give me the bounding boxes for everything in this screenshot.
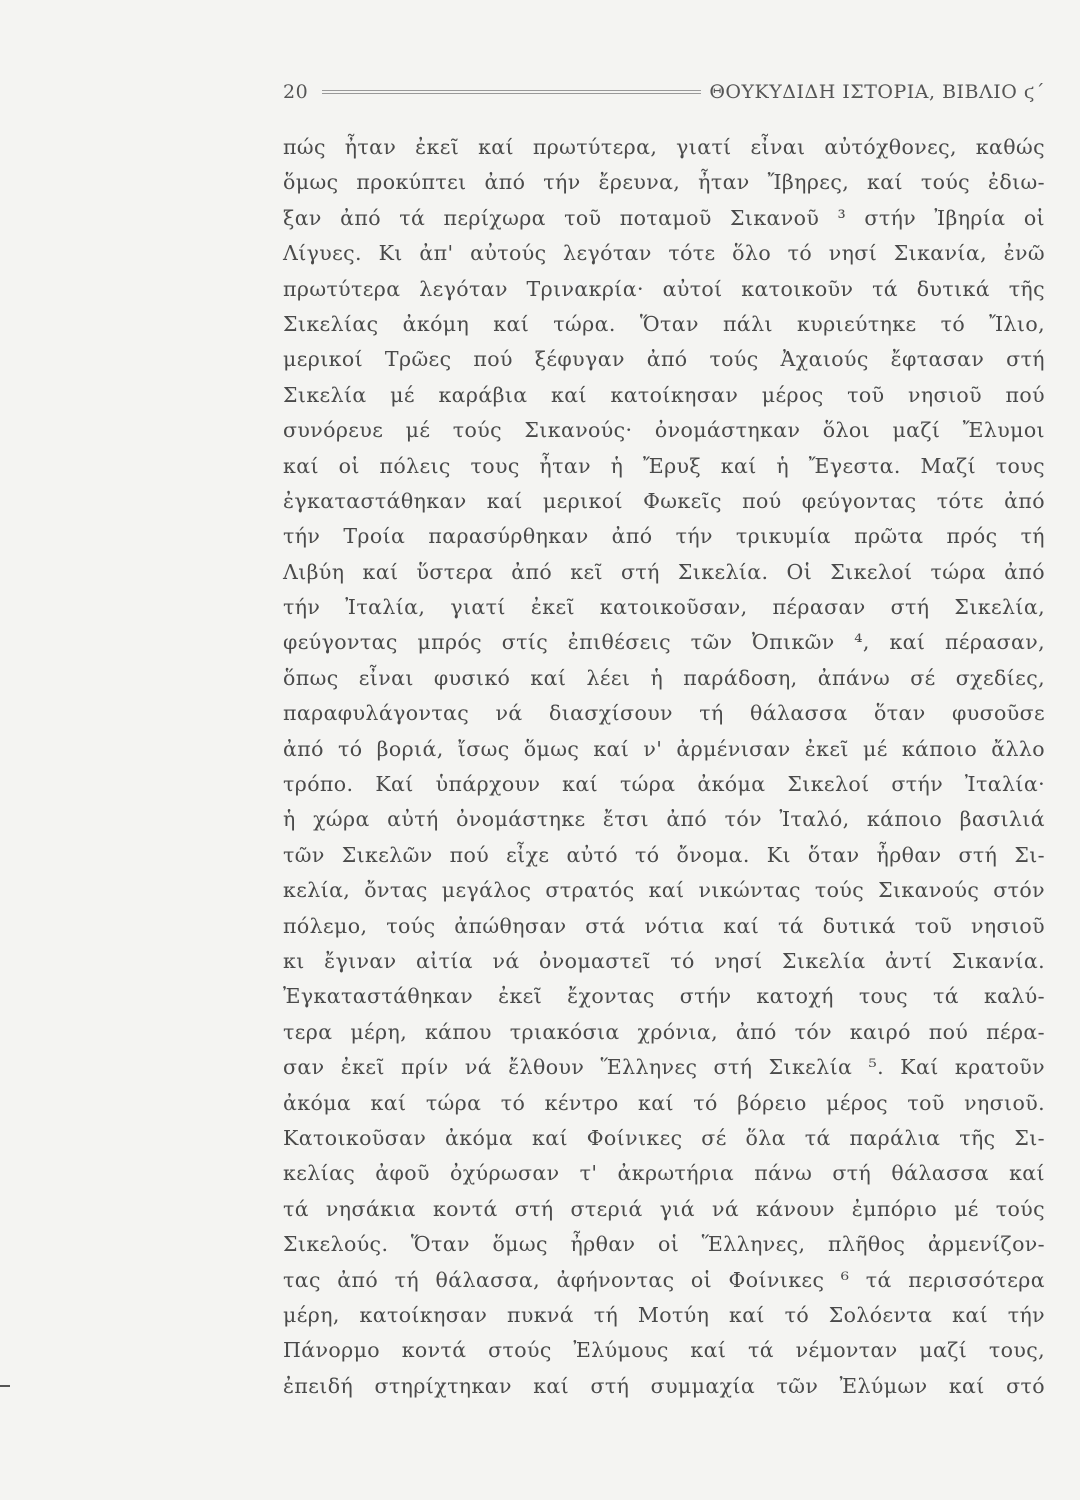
text-line: παραφυλάγοντας νά διασχίσουν τή θάλασσα ὅταν φυσοῦσε (283, 701, 1045, 726)
text-line: τας ἀπό τή θάλασσα, ἀφήνοντας οἱ Φοίνικες ⁶ τά περισσότερα (283, 1267, 1045, 1292)
header-rule (322, 90, 701, 94)
text-line: ὅμως προκύπτει ἀπό τήν ἔρευνα, ἦταν Ἴβηρες, καί τούς ἐδιω- (283, 170, 1045, 195)
text-line: μερικοί Τρῶες πού ξέφυγαν ἀπό τούς Ἀχαιούς ἔφτασαν στή (283, 347, 1045, 372)
text-line: ἐπειδή στηρίχτηκαν καί στή συμμαχία τῶν Ἐλύμων καί στό (283, 1373, 1045, 1398)
text-line: ἡ χώρα αὐτή ὀνομάστηκε ἔτσι ἀπό τόν Ἰταλό, κάποιο βασιλιά (283, 807, 1045, 832)
text-line: Σικελούς. Ὅταν ὅμως ἦρθαν οἱ Ἕλληνες, πλῆθος ἀρμενίζον- (283, 1232, 1045, 1257)
text-line: πρωτύτερα λεγόταν Τρινακρία· αὐτοί κατοικοῦν τά δυτικά τῆς (283, 276, 1045, 301)
text-line: τά νησάκια κοντά στή στεριά γιά νά κάνουν ἐμπόριο μέ τούς (283, 1196, 1045, 1221)
text-line: Πάνορμο κοντά στούς Ἐλύμους καί τά νέμονταν μαζί τους, (283, 1338, 1045, 1363)
text-line: τήν Τροία παρασύρθηκαν ἀπό τήν τρικυμία πρῶτα πρός τή (283, 524, 1045, 549)
text-line: καί οἱ πόλεις τους ἦταν ἡ Ἔρυξ καί ἡ Ἔγεστα. Μαζί τους (283, 453, 1045, 478)
text-line: Σικελίας ἀκόμη καί τώρα. Ὅταν πάλι κυριεύτηκε τό Ἴλιο, (283, 311, 1045, 336)
text-line: Κατοικοῦσαν ἀκόμα καί Φοίνικες σέ ὅλα τά παράλια τῆς Σι- (283, 1125, 1045, 1150)
running-title: ΘΟΥΚΥΔΙΔΗ ΙΣΤΟΡΙΑ, ΒΙΒΛΙΟ ϛ΄ (709, 81, 1045, 103)
text-line: πώς ἦταν ἐκεῖ καί πρωτύτερα, γιατί εἶναι αὐτόχθονες, καθώς (283, 135, 1045, 159)
text-line: ξαν ἀπό τά περίχωρα τοῦ ποταμοῦ Σικανοῦ ³ στήν Ἰβηρία οἱ (283, 205, 1045, 230)
text-line: Σικελία μέ καράβια καί κατοίκησαν μέρος τοῦ νησιοῦ πού (283, 382, 1045, 407)
text-line: ἀκόμα καί τώρα τό κέντρο καί τό βόρειο μέρος τοῦ νησιοῦ. (283, 1090, 1045, 1115)
text-line: σαν ἐκεῖ πρίν νά ἔλθουν Ἕλληνες στή Σικελία ⁵. Καί κρατοῦν (283, 1055, 1045, 1080)
text-line: κελία, ὄντας μεγάλος στρατός καί νικώντας τούς Σικανούς στόν (283, 878, 1045, 903)
text-line: ὅπως εἶναι φυσικό καί λέει ἡ παράδοση, ἀπάνω σέ σχεδίες, (283, 665, 1045, 690)
text-line: κι ἔγιναν αἰτία νά ὀνομαστεῖ τό νησί Σικελία ἀντί Σικανία. (283, 948, 1045, 973)
text-line: Λιβύη καί ὕστερα ἀπό κεῖ στή Σικελία. Οἱ Σικελοί τώρα ἀπό (283, 559, 1045, 584)
text-line: Λίγυες. Κι ἀπ' αὐτούς λεγόταν τότε ὅλο τό νησί Σικανία, ἐνῶ (283, 241, 1045, 266)
text-line: τρόπο. Καί ὑπάρχουν καί τώρα ἀκόμα Σικελοί στήν Ἰταλία· (283, 772, 1045, 797)
text-line: ἀπό τό βοριά, ἴσως ὅμως καί ν' ἀρμένισαν ἐκεῖ μέ κάποιο ἄλλο (283, 736, 1045, 761)
text-line: φεύγοντας μπρός στίς ἐπιθέσεις τῶν Ὀπικῶν ⁴, καί πέρασαν, (283, 630, 1045, 655)
text-line: κελίας ἀφοῦ ὀχύρωσαν τ' ἀκρωτήρια πάνω στή θάλασσα καί (283, 1161, 1045, 1186)
page-number: 20 (283, 81, 309, 103)
body-text (283, 130, 1045, 1404)
text-line: μέρη, κατοίκησαν πυκνά τή Μοτύη καί τό Σολόεντα καί τήν (283, 1302, 1045, 1327)
text-line: τῶν Σικελῶν πού εἶχε αὐτό τό ὄνομα. Κι ὅταν ἦρθαν στή Σι- (283, 842, 1045, 867)
text-line: Ἐγκαταστάθηκαν ἐκεῖ ἔχοντας στήν κατοχή τους τά καλύ- (283, 984, 1045, 1009)
text-line: τερα μέρη, κάπου τριακόσια χρόνια, ἀπό τόν καιρό πού πέρα- (283, 1019, 1045, 1044)
text-line: πόλεμο, τούς ἀπώθησαν στά νότια καί τά δυτικά τοῦ νησιοῦ (283, 913, 1045, 938)
margin-tick-mark (0, 1385, 10, 1387)
text-line: τήν Ἰταλία, γιατί ἐκεῖ κατοικοῦσαν, πέρασαν στή Σικελία, (283, 595, 1045, 620)
text-line: ἐγκαταστάθηκαν καί μερικοί Φωκεῖς πού φεύγοντας τότε ἀπό (283, 488, 1045, 513)
running-header (283, 76, 1045, 108)
text-line: συνόρευε μέ τούς Σικανούς· ὀνομάστηκαν ὅλοι μαζί Ἔλυμοι (283, 418, 1045, 443)
